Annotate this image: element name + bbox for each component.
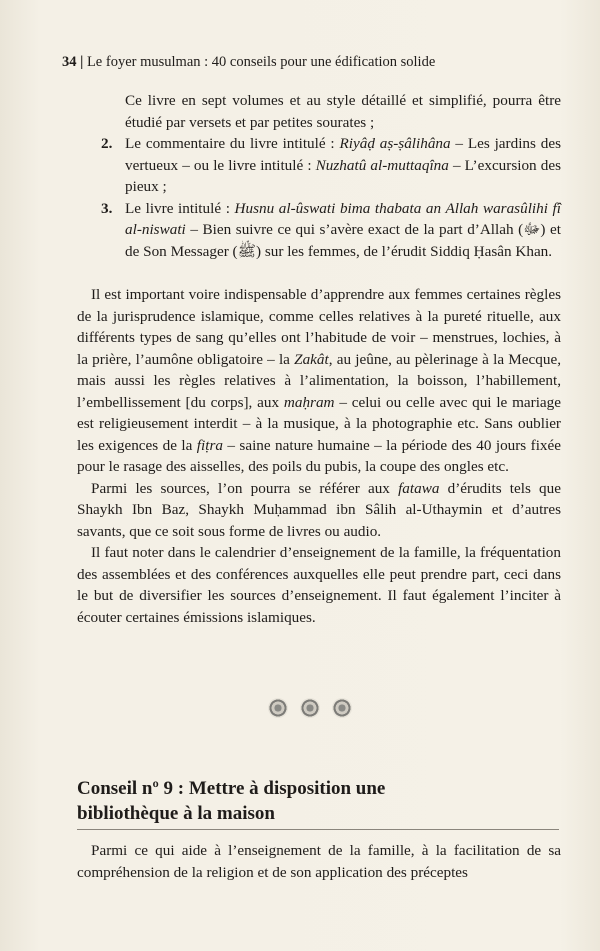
ornament-icon [268,698,288,718]
body-paragraphs [77,284,561,628]
text-run: – celui ou celle avec qui le mariage est religieusement interdit – à la musique, à la photographie etc. Sans oublier les exigences de la [77,393,561,454]
text-run: Il est important voire indispensable d’apprendre aux femmes certaines règles de la jurisprudence islamique, comme celles relatives à la pureté rituelle, aux différents types de sang qu’elles ont l’habitude de voir – menstrues, lochies, à la prière, l’aumône obligatoire – la [77,286,561,368]
running-header [62,54,435,71]
section-heading-line: bibliothèque à la maison [77,803,275,824]
text-run: – saine nature humaine – la période des 40 jours fixée pour le rasage des aisselles, des poils du pubis, la coupe des ongles etc. [77,436,562,475]
section-heading-line: Conseil nº 9 : Mettre à disposition une [77,778,386,799]
text-run: – L’excursion des pieux ; [125,156,562,195]
list-item [77,133,561,198]
text-run: d’érudits tels que Shaykh Ibn Baz, Shaykh Muḥammad ibn Sâlih al-Uthaymin et d’autres savants, que ce soit sous forme de livres ou audio. [77,479,561,540]
list-number: 3. [101,199,113,217]
text-run: , au jeûne, au pèlerinage à la Mecque, mais aussi les règles relatives à l’alimentation, la boisson, l’habillement, l’embellissement [du corps], aux [77,350,561,411]
italic-term: Husnu al-ûswati bima thabata an Allah warasûlihi fî al-niswati [125,199,561,238]
text-run: Il faut noter dans le calendrier d’enseignement de la famille, la fréquentation des assemblées et des conférences auxquelles elle peut prendre part, ceci dans le but de diversifier les sources d’enseignement. Il faut également l’inciter à écouter certaines émissions islamiques. [77,544,561,626]
ornament-icon [332,698,352,718]
body-paragraph [77,284,561,478]
italic-term: fiṭra [196,436,223,454]
italic-term: maḥram [283,393,335,411]
text-run: Le commentaire du livre intitulé : [125,135,340,152]
section-body [77,840,561,884]
text-run: Parmi les sources, l’on pourra se référer aux [91,479,399,497]
body-paragraph [77,542,561,628]
header-separator: | [80,54,84,70]
body-paragraph [77,478,561,543]
section-heading [77,776,561,826]
book-title: Le foyer musulman : 40 conseils pour une édification solide [86,54,436,70]
italic-term: Nuzhatû al-muttaqîna [315,156,449,174]
text-run: Le livre intitulé : [125,199,235,217]
italic-term: Zakât [294,350,329,368]
text-run: – Bien suivre ce qui s’avère exact de la part d’Allah (ﷻ) et de Son Messager (ﷺ) sur les femmes, de l’érudit Siddiq Ḥasân Khan. [125,221,561,260]
continued-text: Ce livre en sept volumes et au style détaillé et simplifié, pourra être étudié par versets et par petites sourates ; [125,92,561,131]
list-number: 2. [101,135,113,152]
page-number: 34 [62,54,77,70]
heading-rule [77,829,559,830]
section-ornament [268,698,352,718]
italic-term: fatawa [398,479,440,497]
italic-term: Riyâḍ aṣ-ṣâlihâna [339,135,451,152]
book-list [77,133,561,262]
closing-paragraph: Parmi ce qui aide à l’enseignement de la famille, à la facilitation de sa compréhension de la religion et de son application des préceptes [77,842,561,881]
continued-list-item [77,90,561,133]
list-item [77,198,561,263]
ornament-icon [300,698,320,718]
text-run: – Les jardins des vertueux – ou le livre intitulé : [125,135,561,174]
